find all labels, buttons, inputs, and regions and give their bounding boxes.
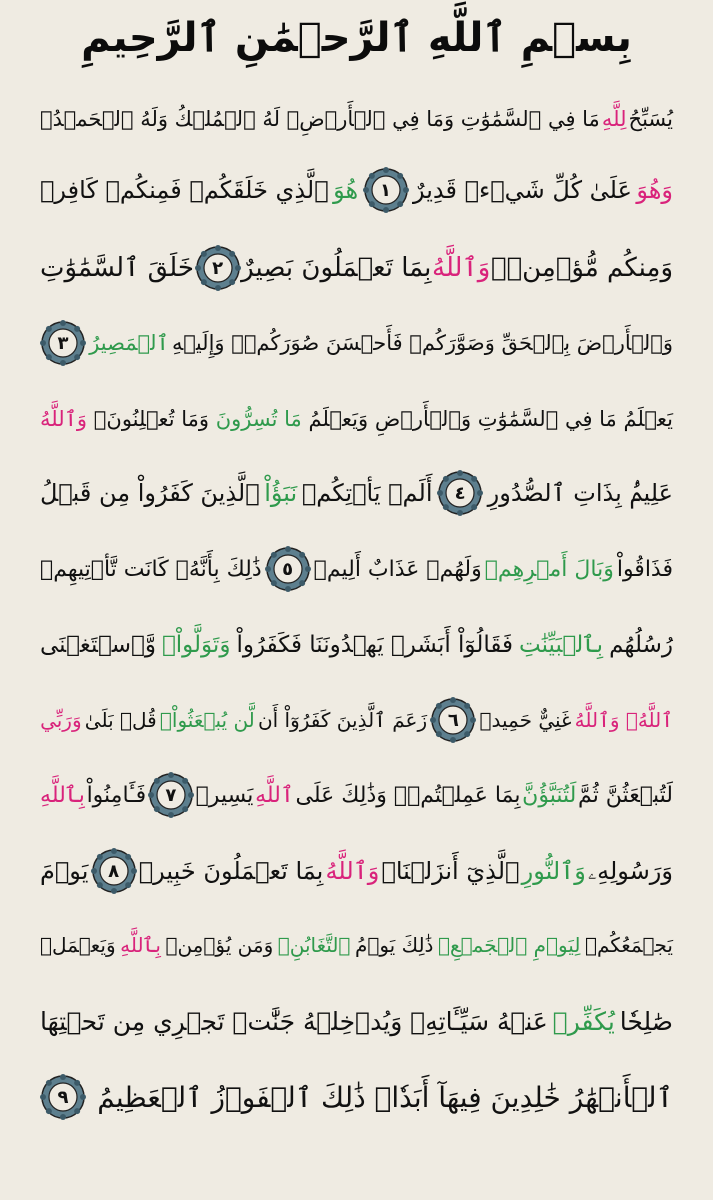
verse-line [40,458,673,528]
verse-line [40,1062,673,1132]
verse-text: وَٱلۡأَرۡضَ بِٱلۡحَقِّ وَصَوَّرَكُمۡ فَأَحۡسَنَ صُوَرَكُمۡۖ وَإِلَيۡهِ [171,331,673,355]
verse-text: صَٰلِحٗا [619,1006,673,1036]
verse-text: بِمَا عَمِلۡتُمۡۚ وَذَٰلِكَ عَلَى [295,782,521,808]
basmala-text: بِسۡمِ ٱللَّهِ ٱلرَّحۡمَٰنِ ٱلرَّحِيمِ [81,15,632,61]
divine-name-text: وَٱللَّهُ [325,857,380,885]
verse-text: بِمَا تَعۡمَلُونَ بَصِيرٌ [241,253,432,283]
verse-text: يَسِيرٞ [195,782,254,808]
verse-line [40,910,673,980]
verse-text: ذَٰلِكَ يَوۡمُ [354,933,434,957]
verse-text: لَتُبۡعَثُنَّ ثُمَّ [578,782,673,808]
verse-text: يَجۡمَعُكُمۡ [584,933,673,957]
verse-line [40,836,673,906]
verse-text: وَمِنكُم مُّؤۡمِنٞۚ [490,253,673,283]
ayah-number: ٧ [165,784,177,806]
tajweed-highlight-text: هُوَ [333,176,359,204]
tajweed-highlight-text: وَٱلنُّورِ [521,857,586,885]
ayah-number-marker [437,470,483,516]
verse-text: مَا فِي ٱلسَّمَٰوَٰتِ وَمَا فِي ٱلۡأَرۡضِۖ لَهُ ٱلۡمُلۡكُ وَلَهُ ٱلۡحَمۡدُۖ [40,107,600,131]
ayah-number: ٢ [212,257,224,279]
verse-line [40,986,673,1056]
verse-text: يَعۡلَمُ مَا فِي ٱلسَّمَٰوَٰتِ وَٱلۡأَرۡضِ وَيَعۡلَمُ [308,407,673,431]
tajweed-highlight-text: ٱلتَّغَابُنِۗ [277,933,351,957]
tajweed-highlight-text: وَبَالَ أَمۡرِهِمۡ [484,556,614,582]
ayah-number: ٣ [57,332,69,354]
verse-line [40,233,673,303]
verse-text: بِمَا تَعۡمَلُونَ خَبِيرٞ [138,857,324,885]
verse-line [40,610,673,680]
ayah-number-marker [430,697,476,743]
verse-text: ذَٰلِكَ بِأَنَّهُۥ كَانَت تَّأۡتِيهِمۡ [40,556,262,582]
verse-text: يُسَبِّحُ [628,107,673,131]
verse-text: خَلَقَ ٱلسَّمَٰوَٰتِ [40,253,194,283]
verse-text: وَلَهُمۡ عَذَابٌ أَلِيمٞ [313,556,482,582]
ayah-number-marker [265,546,311,592]
tajweed-highlight-text: لِيَوۡمِ ٱلۡجَمۡعِۖ [438,933,581,957]
ayah-number: ٩ [57,1086,69,1108]
ayah-number-marker [40,1074,86,1120]
verse-text: يَوۡمَ [40,857,89,885]
ayah-number-marker [148,772,194,818]
verse-text: وَيَعۡمَلۡ [40,933,116,957]
tajweed-highlight-text: لَتُنَبَّؤُنَّ [522,782,577,808]
ayah-number: ٤ [454,482,466,504]
tajweed-highlight-text: يُكَفِّرۡ [552,1006,615,1036]
divine-name-text: ٱللَّهُۚ وَٱللَّهُ [574,708,673,732]
verse-text: وَمَن يُؤۡمِنۢ [165,933,274,957]
verse-text: عَنۡهُ سَيِّـَٔاتِهِۦ وَيُدۡخِلۡهُ جَنَّٰتٖ تَجۡرِي مِن تَحۡتِهَا [40,1006,548,1036]
verse-text: ٱلَّذِيٓ أَنزَلۡنَاۚ [381,857,520,885]
divine-name-text: لِلَّهِ [601,107,627,131]
verse-text: ٱلَّذِينَ كَفَرُواْ مِن قَبۡلُ [40,479,260,507]
divine-name-text: وَٱللَّهُ [40,407,88,431]
divine-name-text: وَرَبِّي [40,708,82,732]
verse-text: عَلَىٰ كُلِّ شَيۡءٖ قَدِيرٌ [412,176,632,204]
verse-text: وَّٱسۡتَغۡنَى [40,632,156,658]
verse-line [40,384,673,454]
ayah-number: ٦ [447,709,459,731]
verse-text: رُسُلُهُم [609,632,673,658]
ayah-number: ٨ [108,860,120,882]
ayah-number-marker [363,167,409,213]
tajweed-highlight-text: لَّن يُبۡعَثُواْۚ [159,708,255,732]
ayah-number: ٥ [282,558,294,580]
verse-text: فَذَاقُواْ [616,556,673,582]
verse-text: قُلۡ بَلَىٰ [84,708,157,732]
tajweed-highlight-text: نَبَؤُاْ [264,479,298,507]
verse-line [40,760,673,830]
verse-line [40,155,673,225]
verse-text: فَـَٔامِنُواْ [86,782,147,808]
divine-name-text: وَهُوَ [636,176,673,204]
verse-line [40,534,673,604]
verse-line [40,308,673,378]
verse-text: وَرَسُولِهِۦ [588,857,673,885]
verse-text: ٱلَّذِي خَلَقَكُمۡ فَمِنكُمۡ كَافِرٞ [40,176,329,204]
ayah-number-marker [91,848,137,894]
ayah-number-marker [40,320,86,366]
verse-line [40,685,673,755]
tajweed-highlight-text: مَا تُسِرُّونَ [215,407,302,431]
divine-name-text: بِٱللَّهِ [40,782,85,808]
verse-text: زَعَمَ ٱلَّذِينَ كَفَرُوٓاْ أَن [257,708,428,732]
verse-text: غَنِيٌّ حَمِيدٞ [479,708,572,732]
verse-text: فَقَالُوٓاْ أَبَشَرٞ يَهۡدُونَنَا فَكَفَرُواْ [236,632,513,658]
verse-text: ٱلۡأَنۡهَٰرُ خَٰلِدِينَ فِيهَآ أَبَدٗاۚ ذَٰلِكَ ٱلۡفَوۡزُ ٱلۡعَظِيمُ [97,1080,673,1114]
divine-name-text: بِٱللَّهِ [120,933,161,957]
ayah-number-marker [195,245,241,291]
tajweed-highlight-text: بِٱلۡبَيِّنَٰتِ [518,632,604,658]
tajweed-highlight-text: ٱلۡمَصِيرُ [89,331,169,355]
verse-text: أَلَمۡ يَأۡتِكُمۡ [301,479,433,507]
ayah-number: ١ [380,179,392,201]
divine-name-text: ٱللَّهِ [255,782,294,808]
divine-name-text: وَٱللَّهُ [432,253,491,283]
verse-line [40,84,673,154]
verse-text: وَمَا تُعۡلِنُونَۚ [93,407,209,431]
verse-text: عَلِيمُۢ بِذَاتِ ٱلصُّدُورِ [487,479,673,507]
tajweed-highlight-text: وَتَوَلَّواْۚ [161,632,231,658]
